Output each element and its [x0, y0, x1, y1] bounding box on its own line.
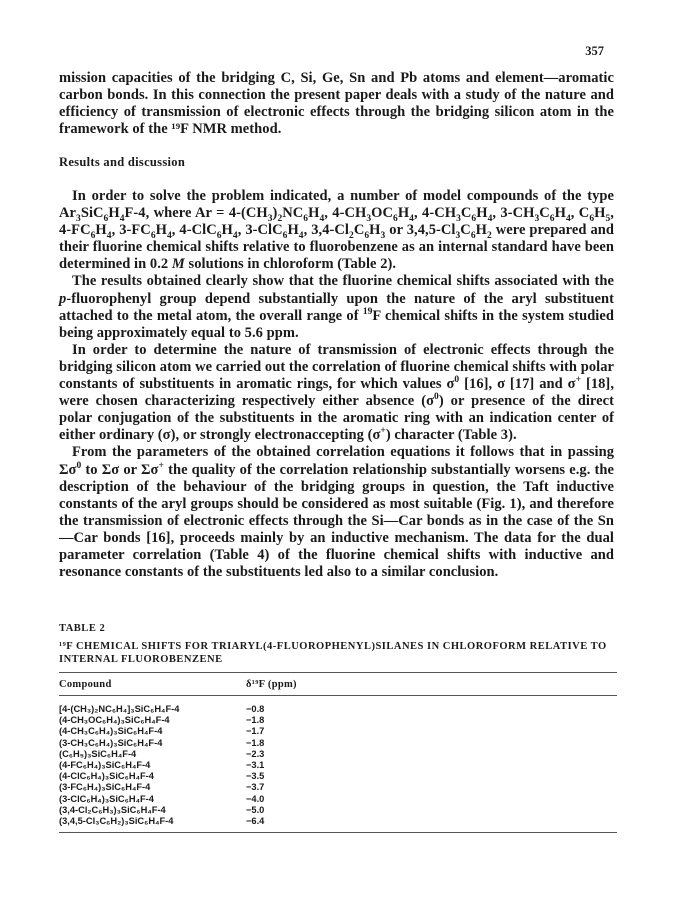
shift-cell: −6.4 — [246, 815, 265, 826]
table-row — [59, 782, 359, 793]
compound-cell: (4-CH₃OC₆H₄)₃SiC₆H₄F-4 — [59, 715, 170, 726]
table-header-rule — [59, 695, 617, 696]
compound-cell: (4-FC₆H₄)₃SiC₆H₄F-4 — [59, 759, 151, 770]
table-top-rule — [59, 672, 617, 673]
shift-cell: −2.3 — [246, 748, 265, 759]
compound-cell: (3,4-Cl₂C₆H₃)₃SiC₆H₄F-4 — [59, 804, 166, 815]
compound-cell: [4-(CH₃)₂NC₆H₄]₃SiC₆H₄F-4 — [59, 704, 180, 714]
compound-cell: (3,4,5-Cl₃C₆H₂)₃SiC₆H₄F-4 — [59, 815, 174, 826]
compound-cell: (4-CH₃C₆H₄)₃SiC₆H₄F-4 — [59, 726, 163, 737]
table-label: TABLE 2 — [59, 623, 106, 634]
section-heading: Results and discussion — [59, 155, 186, 169]
table-row — [59, 760, 359, 771]
shift-cell: −3.5 — [246, 771, 265, 782]
table-row — [59, 805, 359, 816]
compound-cell: (C₆H₅)₃SiC₆H₄F-4 — [59, 748, 137, 759]
compound-cell: (3-ClC₆H₄)₃SiC₆H₄F-4 — [59, 793, 154, 804]
shift-cell: −3.1 — [246, 759, 265, 770]
table-row — [59, 771, 359, 782]
shift-cell: −1.8 — [246, 737, 265, 748]
intro-paragraph: mission capacities of the bridging C, Si, Ge, Sn and Pb atoms and element—aromatic carbon bonds. In this connection the present paper deals with a study of the nature and efficiency of transmission of electronic effects through the bridging silicon atom in the framework of the ¹⁹F NMR method. — [59, 70, 614, 138]
paragraph-results-obtained: The results obtained clearly show that the fluorine chemical shifts associated with the p-fluorophenyl group depend substantially upon the nature of the aryl substituent attached to the metal atom, the overall range of $^{19}$F chemical shifts in the system studied being approximately equal to 5.6 ppm. — [59, 273, 614, 341]
results-body — [59, 188, 614, 581]
page-number: 357 — [585, 44, 604, 58]
table-bottom-rule — [59, 832, 617, 833]
table-rows — [59, 704, 359, 827]
column-header-compound: Compound — [59, 679, 112, 690]
shift-cell: −1.8 — [246, 715, 265, 726]
shift-cell: −3.7 — [246, 782, 265, 793]
compound-cell: (4-ClC₆H₄)₃SiC₆H₄F-4 — [59, 771, 154, 782]
table-row — [59, 726, 359, 737]
shift-cell: −5.0 — [246, 804, 265, 815]
shift-cell: −1.7 — [246, 726, 265, 737]
column-header-shift: δ¹⁹F (ppm) — [246, 679, 297, 690]
paragraph-model-compounds: In order to solve the problem indicated, a number of model compounds of the type $Ar_3SiC_6H_4F-4$, where $Ar = 4-(CH_3)_2NC_6H_4$, $4-CH_3OC_6H_4$, $4-CH_3C_6H_4$, $3-CH_3C_6H_4$, $C_6H_5$, $4-FC_6H_4$, $3-FC_6H_4$, $4-ClC_6H_4$, $3-ClC_6H_4$, $3,4-Cl_2C_6H_3$ or $3,4,5-Cl_3C_6H_2$ were prepared and their fluorine chemical shifts relative to fluorobenzene as an internal standard have been determined in 0.2 M solutions in chloroform (Table 2). — [59, 188, 614, 273]
table-row — [59, 794, 359, 805]
table-caption: ¹⁹F CHEMICAL SHIFTS FOR TRIARYL(4-FLUOROPHENYL)SILANES IN CHLOROFORM RELATIVE TO INTERNAL FLUOROBENZENE — [59, 641, 607, 665]
table-row — [59, 816, 359, 827]
compound-cell: (3-CH₃C₆H₄)₃SiC₆H₄F-4 — [59, 737, 163, 748]
shift-cell: −4.0 — [246, 793, 265, 804]
table-row — [59, 704, 359, 715]
shift-cell: −0.8 — [246, 704, 265, 714]
table-row — [59, 738, 359, 749]
paragraph-transmission: In order to determine the nature of transmission of electronic effects through the bridging silicon atom we carried out the correlation of fluorine chemical shifts with polar constants of substituents in aromatic rings, for which values $\sigma^0$ [16], σ [17] and σ+ [18], were chosen characterizing respectively either absence $(\sigma^0)$ or presence of the direct polar conjugation of the substituents in the aromatic ring with an indication center of either ordinary (σ), or strongly electronaccepting (σ+) character (Table 3). — [59, 341, 614, 444]
table-row — [59, 749, 359, 760]
paragraph-correlation: From the parameters of the obtained correlation equations it follows that in passing $\Sigma\sigma^0$ to Σσ or Σσ+ the quality of the correlation relationship substantially worsens e.g. the description of the behaviour of the bridging groups in question, the Taft inductive constants of the aryl groups should be considered as most suitable (Fig. 1), and therefore the transmission of electronic effects through the Si—Car bonds as in the case of the Sn—Car bonds [16], proceeds mainly by an inductive mechanism. The data for the dual parameter correlation (Table 4) of the fluorine chemical shifts with inductive and resonance constants of the substituents led also to a similar conclusion. — [59, 444, 615, 581]
compound-cell: (3-FC₆H₄)₃SiC₆H₄F-4 — [59, 782, 151, 793]
table-row — [59, 715, 359, 726]
